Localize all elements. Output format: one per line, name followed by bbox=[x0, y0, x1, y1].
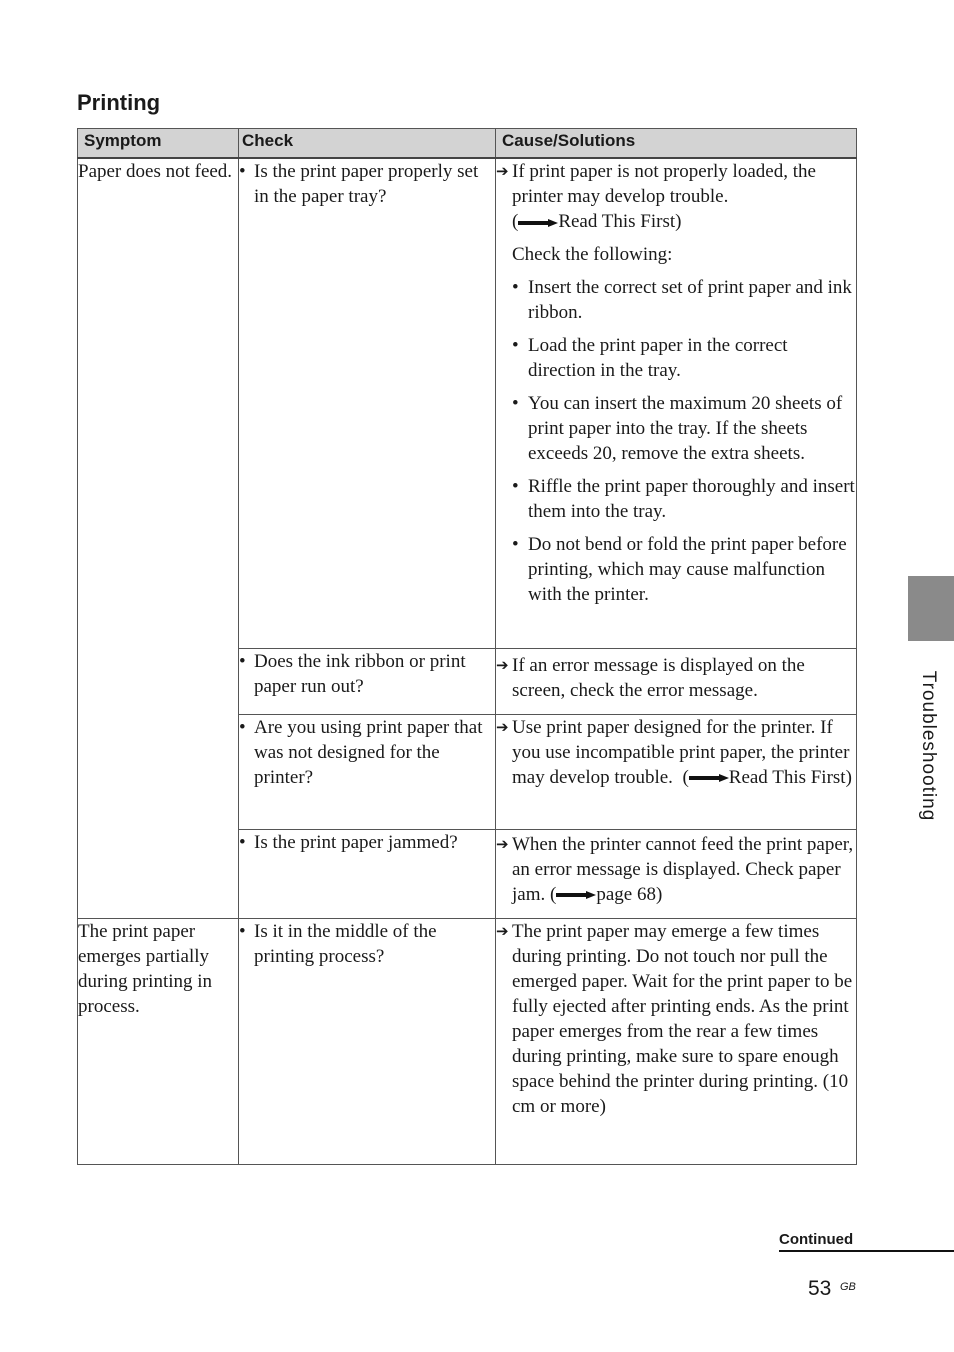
bullet-icon: • bbox=[512, 277, 519, 298]
troubleshooting-table bbox=[77, 128, 857, 1165]
section-tab-marker bbox=[908, 576, 954, 641]
section-title: Printing bbox=[77, 90, 161, 115]
list-item: • You can insert the maximum 20 sheets of print paper into the tray. If the sheets exceeds 20, remove the extra sheets. bbox=[512, 393, 843, 464]
header-cause: Cause/Solutions bbox=[496, 129, 857, 159]
list-item: • Load the print paper in the correct direction in the tray. bbox=[512, 335, 788, 381]
page-number: 53 bbox=[808, 1277, 832, 1300]
reference-arrow-icon bbox=[518, 217, 558, 229]
bullet-icon: • bbox=[239, 650, 246, 672]
table-row bbox=[78, 918, 857, 1164]
check-cell: • Does the ink ribbon or print paper run out? bbox=[239, 648, 496, 714]
header-check: Check bbox=[239, 129, 496, 159]
arrow-right-icon: ➔ bbox=[496, 834, 509, 853]
arrow-right-icon: ➔ bbox=[496, 655, 509, 674]
check-cell: • Is it in the middle of the printing process? bbox=[239, 918, 496, 1164]
bullet-icon: • bbox=[239, 831, 246, 853]
arrow-right-icon: ➔ bbox=[496, 717, 509, 736]
cause-text: If print paper is not properly loaded, the printer may develop trouble. bbox=[512, 161, 816, 207]
side-section-label: Troubleshooting bbox=[918, 670, 939, 822]
check-following-label: Check the following: bbox=[512, 244, 673, 265]
bullet-icon: • bbox=[239, 716, 246, 738]
reference-arrow-icon bbox=[689, 772, 729, 784]
arrow-right-icon: ➔ bbox=[496, 162, 509, 180]
cause-cell: ➔ The print paper may emerge a few times during printing. Do not touch nor pull the emerged paper. Wait for the print paper to be fully ejected after printing ends. As the print paper emerges from the rear a few times during printing, make sure to spare enough space behind the printer during printing. (10 cm or more) bbox=[496, 918, 857, 1164]
check-cell bbox=[239, 158, 496, 648]
arrow-right-icon: ➔ bbox=[496, 921, 509, 940]
bullet-icon: • bbox=[512, 393, 519, 414]
continued-divider bbox=[779, 1250, 954, 1252]
header-symptom: Symptom bbox=[78, 129, 239, 159]
cause-cell: ➔ If print paper is not properly loaded, the printer may develop trouble. ( Read This First) Check the following: • Insert the correct set of print paper and ink ribbon. • Load the print paper in the correct direction in the tray. • You can insert the maximum 20 sheets of print paper into the tray. If the sheets exceeds 20, remove the extra sheets. • Riffle the print paper thoroughly and insert them into the tray. • Do not bend or fold the print paper before printing, which may cause malfunction with the printer. bbox=[496, 158, 857, 648]
page-language-suffix: GB bbox=[840, 1281, 856, 1293]
list-item: • Do not bend or fold the print paper before printing, which may cause malfunction with the printer. bbox=[512, 534, 847, 605]
table-header-row bbox=[78, 129, 857, 159]
cause-cell: ➔ Use print paper designed for the printer. If you use incompatible print paper, the printer may develop trouble. ( Read This First) bbox=[496, 714, 857, 829]
reference-arrow-icon bbox=[556, 889, 596, 901]
check-cell: • Is the print paper jammed? bbox=[239, 829, 496, 918]
cause-cell: ➔ When the printer cannot feed the print paper, an error message is displayed. Check paper jam. ( page 68) bbox=[496, 829, 857, 918]
symptom-cell: Paper does not feed. bbox=[78, 158, 239, 918]
symptom-cell: The print paper emerges partially during printing in process. bbox=[78, 918, 239, 1164]
check-text: Is the print paper properly set in the paper tray? bbox=[254, 161, 479, 207]
list-item: • Insert the correct set of print paper and ink ribbon. bbox=[512, 277, 852, 323]
continued-label: Continued bbox=[779, 1231, 854, 1248]
bullet-icon: • bbox=[239, 161, 246, 182]
bullet-icon: • bbox=[239, 920, 246, 942]
table-row bbox=[78, 158, 857, 648]
bullet-icon: • bbox=[512, 335, 519, 356]
cause-reference: Read This First) bbox=[558, 211, 682, 232]
check-cell: • Are you using print paper that was not designed for the printer? bbox=[239, 714, 496, 829]
cause-cell: ➔ If an error message is displayed on the screen, check the error message. bbox=[496, 648, 857, 714]
bullet-icon: • bbox=[512, 476, 519, 497]
list-item: • Riffle the print paper thoroughly and insert them into the tray. bbox=[512, 476, 855, 522]
bullet-icon: • bbox=[512, 534, 519, 555]
